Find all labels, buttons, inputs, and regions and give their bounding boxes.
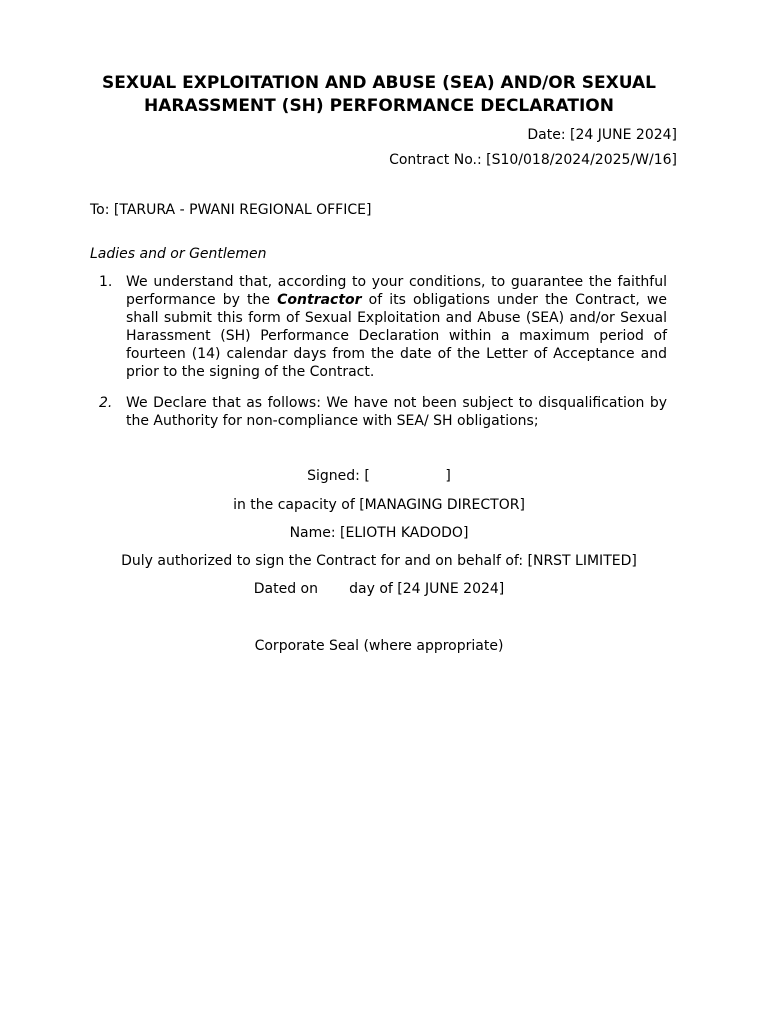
contractor-emphasis: Contractor (277, 292, 362, 308)
list-item (90, 273, 667, 381)
list-item-text-before: We understand that, according to your conditions, to guarantee the faithful performance by the (126, 274, 667, 308)
name-line: Name: [ELIOTH KADODO] (289, 525, 469, 541)
signed-line: Signed: [ ] (307, 468, 451, 484)
list-item-text (126, 273, 667, 381)
list-item-number: 1. (99, 274, 113, 290)
capacity-line: in the capacity of [MANAGING DIRECTOR] (233, 497, 525, 513)
date-line: Date: [24 JUNE 2024] (527, 127, 677, 143)
list-item-text: We Declare that as follows: We have not been subject to disqualification by the Authority for non-compliance with SEA/ SH obligations; (126, 395, 667, 429)
salutation: Ladies and or Gentlemen (90, 246, 267, 262)
document-title-line-1: SEXUAL EXPLOITATION AND ABUSE (SEA) AND/OR SEXUAL (102, 73, 656, 93)
authorization-line: Duly authorized to sign the Contract for and on behalf of: [NRST LIMITED] (121, 553, 637, 569)
dated-line: Dated on day of [24 JUNE 2024] (253, 581, 505, 597)
corporate-seal-line: Corporate Seal (where appropriate) (254, 638, 504, 654)
list-item-text-after: of its obligations under the Contract, we shall submit this form of Sexual Exploitation and Abuse (SEA) and/or Sexual Harassment (SH) Performance Declaration within a maximum period of fourteen (14) calendar days from the date of the Letter of Acceptance and prior to the signing of the Contract. (126, 292, 667, 380)
addressee-line: To: [TARURA - PWANI REGIONAL OFFICE] (90, 202, 372, 218)
contract-number-line: Contract No.: [S10/018/2024/2025/W/16] (389, 152, 677, 168)
list-item-number: 2. (99, 395, 113, 411)
document-title-line-2: HARASSMENT (SH) PERFORMANCE DECLARATION (144, 96, 614, 116)
list-item (90, 394, 667, 430)
